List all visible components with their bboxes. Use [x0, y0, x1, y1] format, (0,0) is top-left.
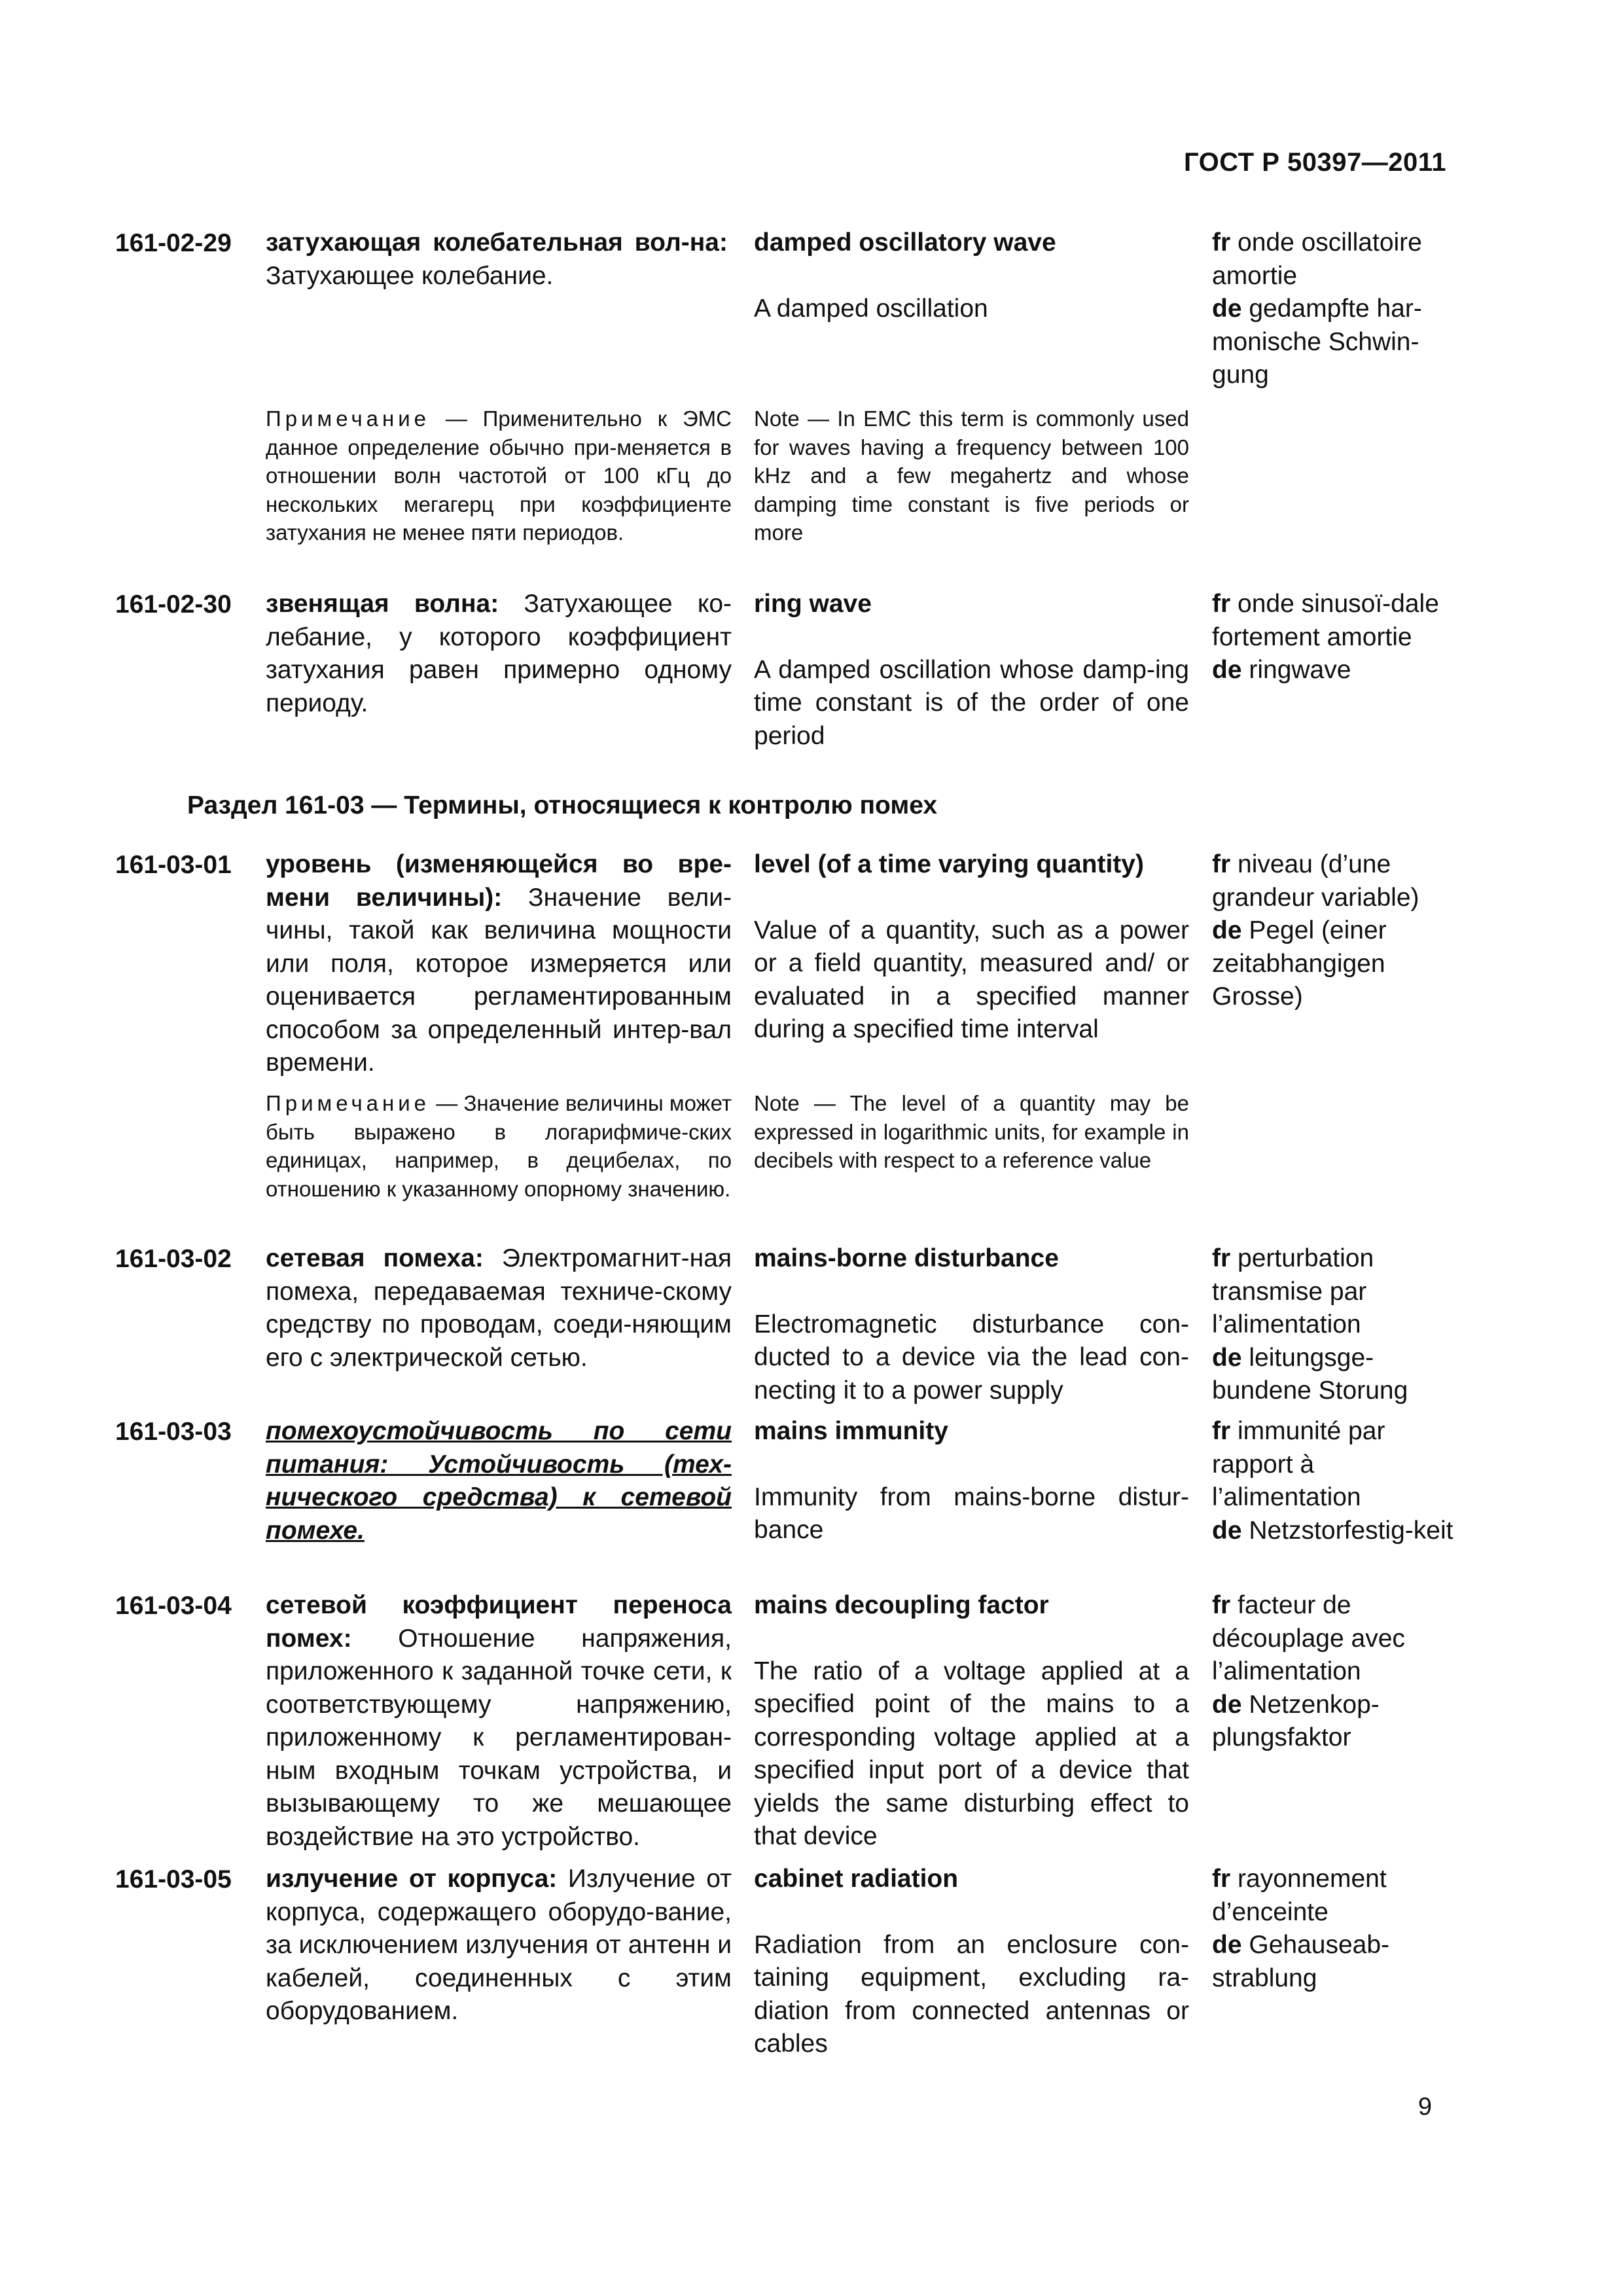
en-term: ring wave [754, 590, 872, 618]
en-term: damped oscillatory wave [754, 228, 1056, 257]
ru-definition: Отношение напряжения, приложенного к заданной точке сети, к соответствующему напряжению, приложенному к регламентирован-ным входным точкам устройства, и вызывающему то же мешающее воздействие на это устройство. [266, 1624, 732, 1851]
term-en [754, 588, 1189, 753]
en-term: mains immunity [754, 1417, 948, 1445]
de-term: Netzenkop-plungsfaktor [1212, 1690, 1380, 1751]
de-term: Pegel (einer zeitabhangigen Grosse) [1212, 916, 1387, 1011]
term-number: 161-02-30 [115, 590, 232, 619]
en-term: mains decoupling factor [754, 1591, 1049, 1619]
ru-definition: Затухающее ко-лебание, у которого коэффициент затухания равен примерно одному периоду. [266, 590, 732, 717]
en-definition: Immunity from mains-borne distur-bance [754, 1482, 1189, 1544]
de-label: de [1212, 1690, 1242, 1719]
de-term: leitungsge-bundene Storung [1212, 1343, 1408, 1405]
ru-term: сетевой коэффициент переноса помех: [266, 1591, 732, 1653]
term-number: 161-02-29 [115, 229, 232, 257]
term-translations [1212, 848, 1461, 1014]
note-en: Note — In EMC this term is commonly used for waves having a frequency between 100 kHz and a few megahertz and whose damping time constant is five periods or more [754, 406, 1189, 545]
term-ru [266, 1415, 732, 1547]
term-number: 161-03-05 [115, 1865, 232, 1893]
ru-definition: Электромагнит-ная помеха, передаваемая техниче-скому средству по проводам, соеди-няющим его с электрической сетью. [266, 1244, 732, 1372]
term-translations [1212, 1415, 1461, 1547]
term-translations [1212, 1242, 1461, 1408]
en-definition: A damped oscillation whose damp-ing time constant is of the order of one period [754, 655, 1189, 750]
de-label: de [1212, 295, 1242, 323]
fr-term: onde oscillatoire amortie [1212, 228, 1422, 290]
note-label: Примечание [266, 1091, 431, 1115]
fr-label: fr [1212, 1244, 1231, 1272]
de-label: de [1212, 1516, 1242, 1545]
term-en [754, 1863, 1189, 2061]
standard-code-header: ГОСТ Р 50397—2011 [1184, 148, 1446, 177]
term-translations [1212, 588, 1461, 687]
ru-definition: Излучение от корпуса, содержащего оборудо-вание, за исключением излучения от антенн и кабелей, соединенных с этим оборудованием. [266, 1865, 732, 2025]
en-definition: The ratio of a voltage applied at a specified point of the mains to a corresponding voltage applied at a specified input port of a device that yields the same disturbing effect to that device [754, 1657, 1189, 1850]
fr-term: rayonnement d’enceinte [1212, 1865, 1387, 1926]
fr-label: fr [1212, 1591, 1231, 1619]
fr-label: fr [1212, 850, 1231, 878]
en-term: mains-borne disturbance [754, 1244, 1059, 1272]
fr-label: fr [1212, 1417, 1231, 1445]
de-term: gedampfte har-monische Schwin-gung [1212, 295, 1422, 389]
term-en [754, 1589, 1189, 1854]
ru-term: звенящая волна: [266, 590, 499, 618]
en-definition: Electromagnetic disturbance con-ducted to a device via the lead con-necting it to a power supply [754, 1310, 1189, 1405]
term-en [754, 226, 1189, 325]
term-number: 161-03-02 [115, 1245, 232, 1273]
term-ru [266, 848, 732, 1080]
term-number: 161-03-01 [115, 851, 232, 879]
en-term: level (of a time varying quantity) [754, 850, 1144, 878]
note-text: — Значение величины может быть выражено в логарифмиче-ских единицах, например, в децибелах, по отношению к указанному опорному значению. [266, 1091, 732, 1201]
term-ru [266, 1589, 732, 1854]
de-label: de [1212, 1343, 1242, 1372]
de-label: de [1212, 1931, 1242, 1959]
fr-term: niveau (d’une grandeur variable) [1212, 850, 1419, 912]
de-label: de [1212, 916, 1242, 944]
page-number: 9 [1418, 2093, 1432, 2121]
note-label: Примечание [266, 406, 431, 431]
term-translations [1212, 1863, 1461, 1995]
de-term: ringwave [1249, 656, 1351, 684]
term-number: 161-03-04 [115, 1592, 232, 1620]
term-en [754, 848, 1189, 1047]
note-ru [266, 404, 732, 547]
de-label: de [1212, 656, 1242, 684]
en-definition: Radiation from an enclosure con-taining equipment, excluding ra-diation from connected antennas or cables [754, 1930, 1189, 2058]
note-ru [266, 1089, 732, 1203]
fr-term: onde sinusoï-dale fortement amortie [1212, 590, 1439, 651]
term-translations [1212, 1589, 1461, 1755]
en-term: cabinet radiation [754, 1865, 959, 1893]
term-ru [266, 1242, 732, 1374]
section-title: Раздел 161-03 — Термины, относящиеся к контролю помех [187, 791, 938, 819]
de-term: Netzstorfestig-keit [1249, 1516, 1454, 1545]
ru-term: уровень (изменяющейся во вре-мени величины): [266, 850, 732, 912]
term-number: 161-03-03 [115, 1418, 232, 1446]
fr-term: immunité par rapport à l’alimentation [1212, 1417, 1385, 1511]
ru-term: помехоустойчивость по сети питания: Устойчивость (тех-нического средства) к сетевой помехе. [266, 1417, 732, 1545]
note-text: — Применительно к ЭМС данное определение обычно при-меняется в отношении волн частотой от 100 кГц до нескольких мегагерц при коэффициенте затухания не менее пяти периодов. [266, 406, 732, 545]
term-ru [266, 588, 732, 720]
term-ru [266, 226, 728, 293]
ru-term: излучение от корпуса: [266, 1865, 558, 1893]
fr-label: fr [1212, 228, 1231, 257]
term-en [754, 1242, 1189, 1407]
en-definition: A damped oscillation [754, 294, 988, 323]
note-en: Note — The level of a quantity may be expressed in logarithmic units, for example in decibels with respect to a reference value [754, 1091, 1189, 1172]
fr-label: fr [1212, 1865, 1231, 1893]
ru-definition: Затухающее колебание. [266, 261, 554, 290]
fr-label: fr [1212, 590, 1231, 618]
fr-term: perturbation transmise par l’alimentation [1212, 1244, 1374, 1338]
en-definition: Value of a quantity, such as a power or a field quantity, measured and/ or evaluated in a specified manner during a specified time interval [754, 916, 1189, 1043]
fr-term: facteur de découplage avec l’alimentation [1212, 1591, 1405, 1685]
ru-term: затухающая колебательная вол-на: [266, 228, 728, 257]
term-translations [1212, 226, 1461, 392]
term-ru [266, 1863, 732, 2028]
de-term: Gehauseab-strablung [1212, 1931, 1390, 1992]
ru-definition: Значение вели-чины, такой как величина мощности или поля, которое измеряется или оценивается регламентированным способом за определенный интер-вал времени. [266, 883, 732, 1077]
ru-term: сетевая помеха: [266, 1244, 484, 1272]
term-en [754, 1415, 1189, 1547]
